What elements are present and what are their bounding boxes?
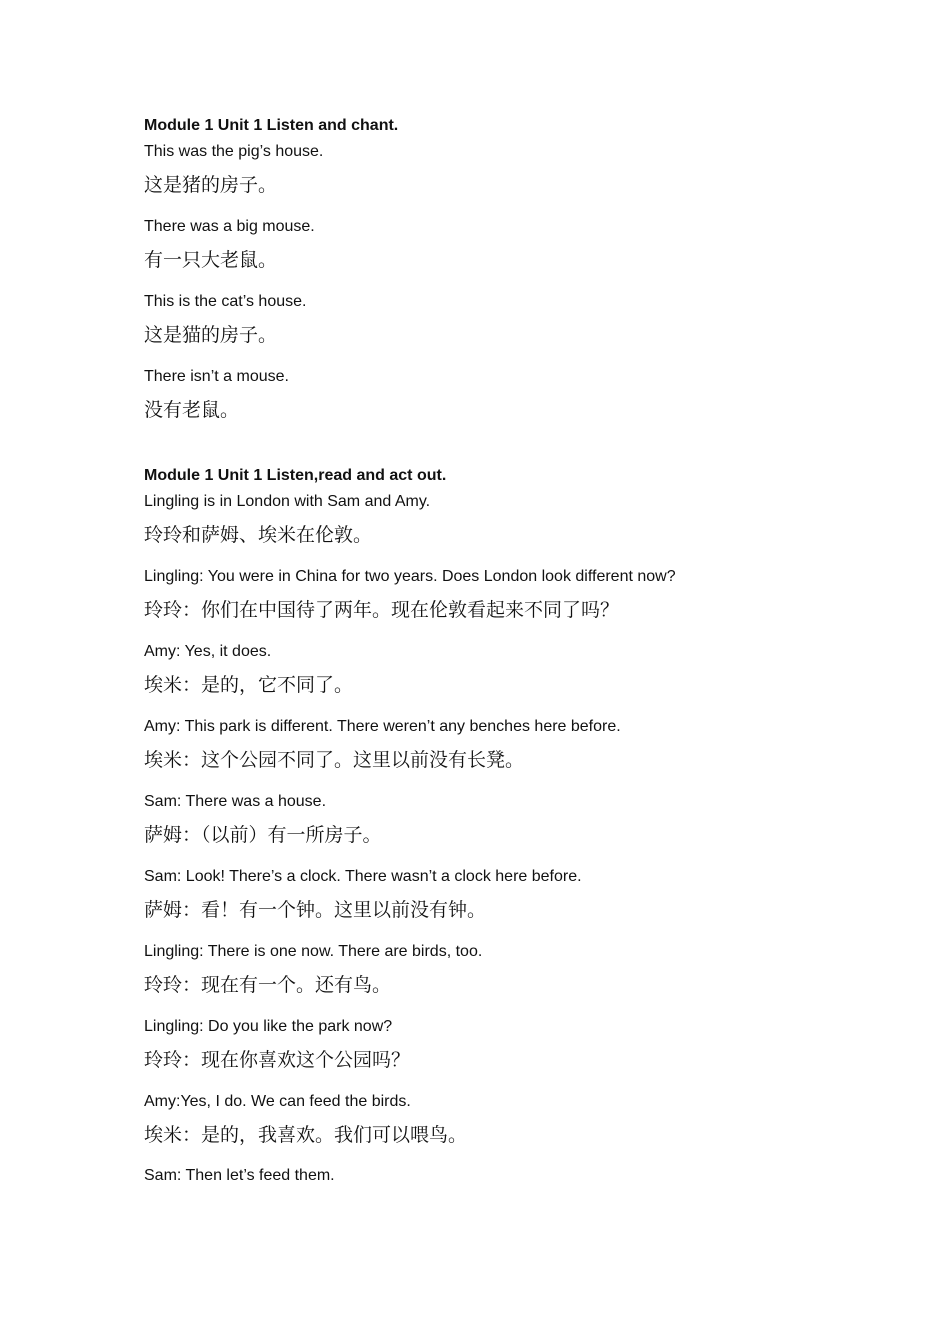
english-line: This is the cat’s house. (144, 293, 307, 310)
chinese-line: 萨姆：（以前）有一所房子。 (144, 824, 382, 846)
section-2-title: Module 1 Unit 1 Listen,read and act out. (144, 467, 447, 484)
english-line: Lingling: There is one now. There are birds, too. (144, 943, 483, 960)
section-1-title: Module 1 Unit 1 Listen and chant. (144, 117, 399, 134)
english-line: There isn’t a mouse. (144, 368, 289, 385)
chinese-line: 埃米：这个公园不同了。这里以前没有长凳。 (144, 749, 525, 771)
english-line: Amy: This park is different. There weren’t any benches here before. (144, 718, 621, 735)
chinese-line: 玲玲：你们在中国待了两年。现在伦敦看起来不同了吗？ (144, 599, 620, 621)
chinese-line: 玲玲和萨姆、埃米在伦敦。 (144, 524, 373, 546)
chinese-line: 埃米：是的，它不同了。 (144, 674, 354, 696)
english-line: There was a big mouse. (144, 218, 315, 235)
english-line: Amy: Yes, it does. (144, 643, 272, 660)
chinese-line: 埃米：是的，我喜欢。我们可以喂鸟。 (144, 1124, 468, 1146)
english-line: Sam: There was a house. (144, 793, 327, 810)
chinese-line: 有一只大老鼠。 (144, 249, 278, 271)
english-line: Lingling: Do you like the park now? (144, 1018, 393, 1035)
english-line: Amy:Yes, I do. We can feed the birds. (144, 1093, 411, 1110)
chinese-line: 没有老鼠。 (144, 399, 240, 421)
chinese-line: 这是猫的房子。 (144, 324, 278, 346)
english-line: Lingling is in London with Sam and Amy. (144, 493, 431, 510)
english-line: Sam: Look! There’s a clock. There wasn’t a clock here before. (144, 868, 582, 885)
chinese-line: 萨姆：看！有一个钟。这里以前没有钟。 (144, 899, 487, 921)
chinese-line: 玲玲：现在你喜欢这个公园吗？ (144, 1049, 411, 1071)
english-line: Lingling: You were in China for two years. Does London look different now? (144, 568, 676, 585)
chinese-line: 玲玲：现在有一个。还有鸟。 (144, 974, 392, 996)
english-line: Sam: Then let’s feed them. (144, 1167, 335, 1184)
english-line: This was the pig’s house. (144, 143, 324, 160)
chinese-line: 这是猪的房子。 (144, 174, 278, 196)
